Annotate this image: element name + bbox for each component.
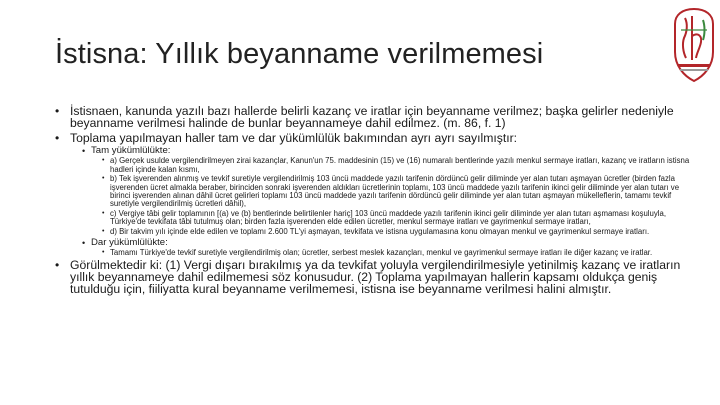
bullet-text: Görülmektedir ki: (1) Vergi dışarı bırakılmış ya da tevkifat yoluyla vergilendirilmesiyle yetinilmiş kazanç ve iratların yıllık beyannameye dahil edilmemesi söz konusudur. (2) Toplama yapılmayan hallerin kapsamı oldukça geniş tutulduğu için, fiiliyatta kural beyanname verilmemesi, istisna ise beyanname verilmesi halini almıştır.: [70, 258, 681, 297]
detail-item: • c) Vergiye tâbi gelir toplamının [(a) ve (b) bentlerinde belirtilenler hariç] 103 üncü maddede yazılı tarifenin ikinci gelir diliminde yer alan tutarı aşmaması koşuluyla, Türkiye'de tevkifata tâbi tutulmuş olan; birden fazla işverenden elde edilen ücretler, menkul sermaye iratları ve gayrimenkul sermaye iratları,: [102, 210, 695, 227]
university-logo: [672, 6, 716, 84]
bullet-item: [55, 260, 695, 295]
detail-item: • a) Gerçek usulde vergilendirilmeyen zirai kazançlar, Kanun'un 75. maddesinin (15) ve (16) numaralı bentlerinde yazılı menkul sermaye iratları, kazanç ve iratların istisna hadleri içinde kalan kısmı,: [102, 157, 695, 174]
detail-item: • Tamamı Türkiye'de tevkif suretiyle vergilendirilmiş olan; ücretler, serbest meslek kazançları, menkul ve gayrimenkul sermaye iratları ile diğer kazanç ve iratlar.: [102, 249, 695, 257]
bullet-text: İstisnaen, kanunda yazılı bazı hallerde belirli kazanç ve iratlar için beyanname verilmez; başka gelirler nedeniyle beyanname verilmesi halinde de bunlar beyannameye dahil edilmez. (m. 86, f. 1): [70, 104, 674, 130]
sub-bullet-text: Tam yükümlülükte:: [91, 145, 171, 157]
detail-item: • d) Bir takvim yılı içinde elde edilen ve toplamı 2.600 TL'yi aşmayan, tevkifata ve istisna uygulamasına konu olmayan menkul ve gayrimenkul sermaye iratları.: [102, 228, 695, 236]
bullet-list: [55, 106, 695, 296]
bullet-text: Toplama yapılmayan haller tam ve dar yükümlülük bakımından ayrı ayrı sayılmıştır:: [70, 130, 518, 145]
bullet-item: [55, 130, 695, 258]
sub-bullet-item: [82, 146, 695, 236]
detail-item: • b) Tek işverenden alınmış ve tevkif suretiyle vergilendirilmiş 103 üncü maddede yazılı tarifenin dördüncü gelir diliminde yer alan tutarı aşmayan ücretler (birden fazla işverenden ücret almakla beraber, birinciden sonraki işverenden aldıkları ücretlerinin toplamı, 103 üncü maddede yazılı tarifenin ikinci gelir diliminde yer alan tutarı ve birinci işverenden alınan dâhil ücret gelirleri toplamı 103 üncü maddede yazılı tarifenin dördüncü gelir diliminde yer alan tutarı aşmayan mükelleflerin, tamamı tevkif suretiyle vergilendirilmiş ücretleri dâhil),: [102, 175, 695, 209]
sub-bullet-list: [82, 146, 695, 257]
bullet-item: [55, 106, 695, 130]
sub-bullet-item: [82, 238, 695, 257]
slide-body: [55, 106, 695, 299]
detail-list: [102, 157, 695, 236]
slide-title: İstisna: Yıllık beyanname verilmemesi: [55, 38, 544, 70]
detail-list: [102, 249, 695, 257]
sub-bullet-text: Dar yükümlülükte:: [91, 237, 168, 249]
